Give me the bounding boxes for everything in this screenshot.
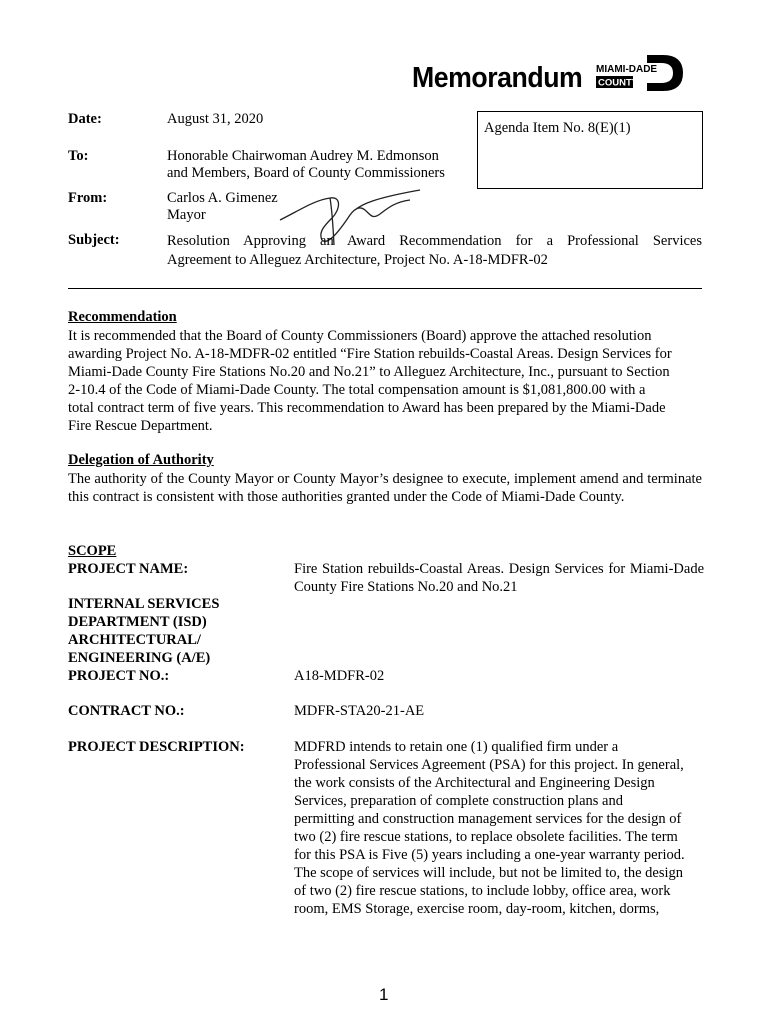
miami-dade-county-logo (595, 53, 685, 93)
project-name-label: PROJECT NAME: (68, 561, 189, 577)
project-description-label: PROJECT DESCRIPTION: (68, 739, 245, 755)
isd-label-line: PROJECT NO.: (68, 668, 170, 684)
recommendation-body (68, 327, 702, 435)
to-line-2: and Members, Board of County Commissioners (167, 165, 445, 181)
from-label: From: (68, 190, 108, 206)
agenda-item-box (477, 111, 703, 189)
description-line: permitting and construction management services for the design of (294, 811, 682, 827)
contract-no-value: MDFR-STA20-21-AE (294, 703, 425, 719)
isd-label-line: DEPARTMENT (ISD) (68, 614, 207, 630)
memo-title: Memorandum (412, 62, 583, 94)
recommendation-line: total contract term of five years. This recommendation to Award has been prepared by the Miami-Dade (68, 400, 666, 416)
subject-label: Subject: (68, 232, 120, 248)
project-description-value (294, 738, 704, 918)
isd-label-line: ARCHITECTURAL/ (68, 632, 201, 648)
isd-project-no-label (68, 595, 219, 685)
subject-value (167, 232, 702, 270)
recommendation-line: 2-10.4 of the Code of Miami-Dade County. The total compensation amount is $1,081,800.00 with a (68, 382, 646, 398)
logo-text-county: COUNTY (598, 77, 639, 89)
scope-heading: SCOPE (68, 543, 117, 559)
agenda-item-text: Agenda Item No. 8(E)(1) (484, 120, 631, 136)
subject-line-2: Agreement to Alleguez Architecture, Project No. A-18-MDFR-02 (167, 252, 548, 268)
logo-text-miami-dade: MIAMI-DADE (596, 64, 658, 75)
to-value (167, 148, 445, 182)
description-line: Professional Services Agreement (PSA) for this project. In general, (294, 757, 684, 773)
recommendation-heading: Recommendation (68, 309, 177, 325)
description-line: for this PSA is Five (5) years including a one-year warranty period. (294, 847, 685, 863)
date-value: August 31, 2020 (167, 111, 264, 127)
recommendation-line: Fire Rescue Department. (68, 418, 213, 434)
description-line: Services, preparation of complete construction plans and (294, 793, 623, 809)
date-label: Date: (68, 111, 102, 127)
recommendation-line: awarding Project No. A-18-MDFR-02 entitled “Fire Station rebuilds-Coastal Areas. Design Services for (68, 346, 672, 362)
from-line-1: Carlos A. Gimenez (167, 190, 278, 206)
subject-line-1: Resolution Approving an Award Recommendation for a Professional Services (167, 233, 702, 249)
delegation-heading: Delegation of Authority (68, 452, 214, 468)
page-number: 1 (379, 985, 389, 1004)
description-line: of two (2) fire rescue stations, to include lobby, office area, work (294, 883, 671, 899)
to-label: To: (68, 148, 89, 164)
project-name-value: Fire Station rebuilds-Coastal Areas. Design Services for Miami-Dade County Fire Stations No.20 and No.21 (294, 561, 704, 595)
isd-label-line: ENGINEERING (A/E) (68, 650, 211, 666)
description-line: room, EMS Storage, exercise room, day-room, kitchen, dorms, (294, 901, 660, 917)
description-line: two (2) fire rescue stations, to replace obsolete facilities. The term (294, 829, 678, 845)
from-value (167, 190, 278, 224)
description-line: MDFRD intends to retain one (1) qualified firm under a (294, 739, 619, 755)
contract-no-label: CONTRACT NO.: (68, 703, 185, 719)
isd-project-no-value: A18-MDFR-02 (294, 668, 385, 684)
from-line-2: Mayor (167, 207, 206, 223)
to-line-1: Honorable Chairwoman Audrey M. Edmonson (167, 148, 439, 164)
isd-label-line: INTERNAL SERVICES (68, 596, 220, 612)
header-divider (68, 288, 702, 289)
delegation-body: The authority of the County Mayor or County Mayor’s designee to execute, implement amend and terminate this contract is consistent with those authorities granted under the Code of Miami-Dade County. (68, 471, 702, 505)
description-line: the work consists of the Architectural and Engineering Design (294, 775, 655, 791)
recommendation-line: Miami-Dade County Fire Stations No.20 and No.21” to Alleguez Architecture, Inc., pursuant to Section (68, 364, 670, 380)
description-line: The scope of services will include, but not be limited to, the design (294, 865, 683, 881)
recommendation-line: It is recommended that the Board of County Commissioners (Board) approve the attached resolution (68, 328, 652, 344)
